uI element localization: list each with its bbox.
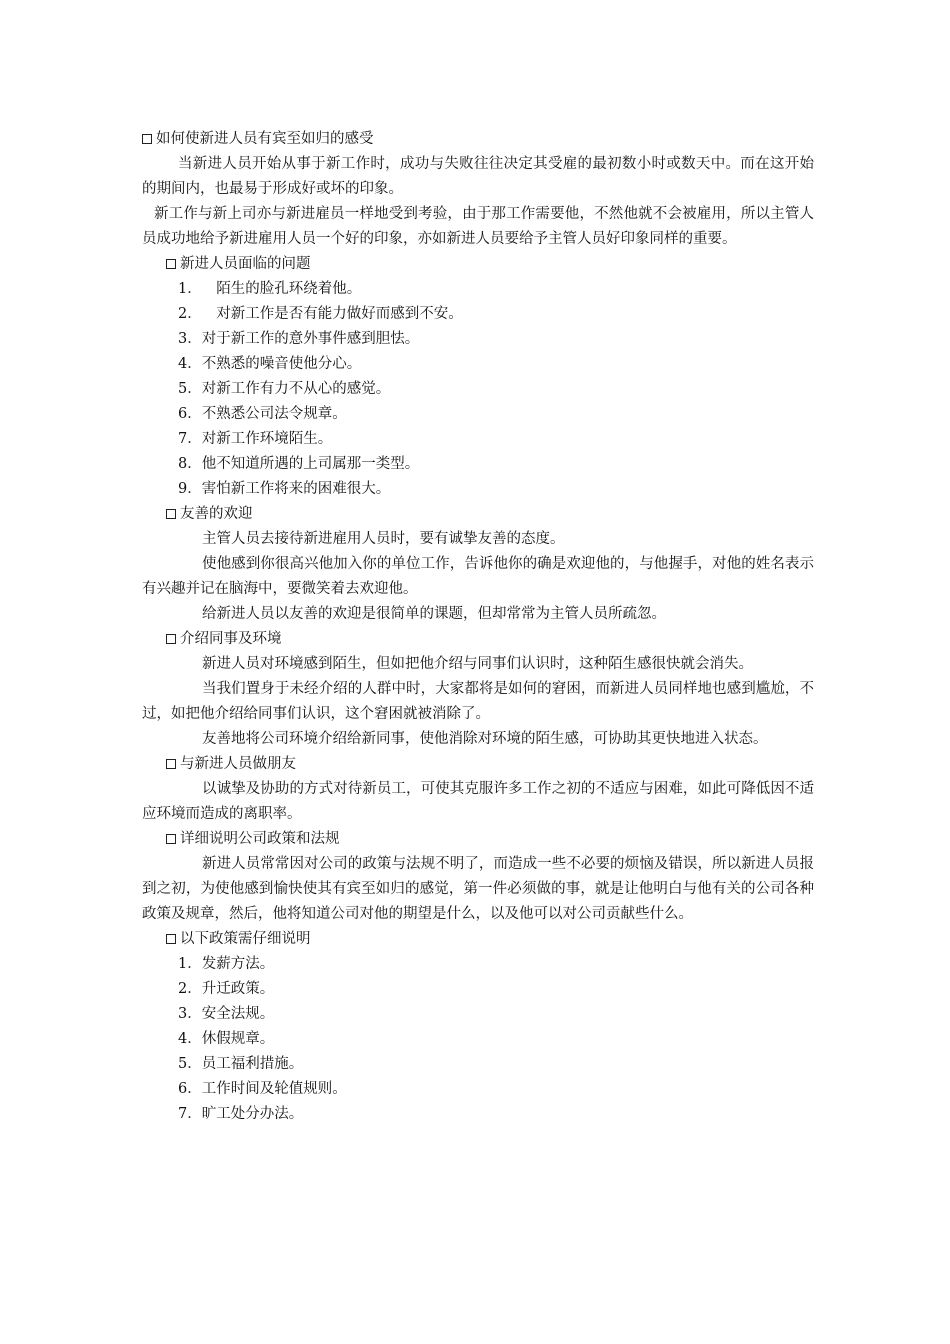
list-item: 3．安全法规。 [178, 1006, 275, 1022]
list-item: 8．他不知道所遇的上司属那一类型。 [178, 456, 420, 472]
list-item: 7．对新工作环境陌生。 [178, 431, 333, 447]
list-item: 5．对新工作有力不从心的感觉。 [178, 381, 391, 397]
introduce-paragraph-2: 当我们置身于未经介绍的人群中时，大家都将是如何的窘困，而新进人员同样地也感到尴尬，不过，如把他介绍给同事们认识，这个窘困就被消除了。 [142, 681, 814, 722]
document-page [142, 127, 814, 1127]
list-item: 2． 对新工作是否有能力做好而感到不安。 [178, 306, 463, 322]
list-item: 4．不熟悉的噪音使他分心。 [178, 356, 362, 372]
section-heading-welcome: 友善的欢迎 [142, 502, 814, 527]
welcome-paragraph-3: 给新进人员以友善的欢迎是很简单的课题，但却常常为主管人员所疏忽。 [202, 606, 666, 622]
checkbox-square-icon [166, 259, 176, 269]
welcome-paragraph-2: 使他感到你很高兴他加入你的单位工作，告诉他你的确是欢迎他的，与他握手，对他的姓名表示有兴趣并记在脑海中，要微笑着去欢迎他。 [142, 556, 814, 597]
list-item: 6．不熟悉公司法令规章。 [178, 406, 347, 422]
list-item: 9．害怕新工作将来的困难很大。 [178, 481, 391, 497]
list-item: 3．对于新工作的意外事件感到胆怯。 [178, 331, 420, 347]
section-heading-friend: 与新进人员做朋友 [142, 752, 814, 777]
list-item: 4．休假规章。 [178, 1031, 275, 1047]
section-heading-policy-list: 以下政策需仔细说明 [142, 927, 814, 952]
list-item: 2．升迁政策。 [178, 981, 275, 997]
checkbox-square-icon [166, 759, 176, 769]
policies-list [142, 952, 814, 1127]
problems-list [142, 277, 814, 502]
intro-paragraph-1: 当新进人员开始从事于新工作时，成功与失败往往决定其受雇的最初数小时或数天中。而在这开始的期间内，也最易于形成好或坏的印象。 [142, 156, 814, 197]
policy-paragraph-1: 新进人员常常因对公司的政策与法规不明了，而造成一些不必要的烦恼及错误，所以新进人员报到之初，为使他感到愉快使其有宾至如归的感觉，第一件必须做的事，就是让他明白与他有关的公司各种政策及规章，然后，他将知道公司对他的期望是什么，以及他可以对公司贡献些什么。 [142, 856, 814, 922]
welcome-paragraph-1: 主管人员去接待新进雇用人员时，要有诚挚友善的态度。 [202, 531, 565, 547]
checkbox-square-icon [166, 834, 176, 844]
intro-paragraph-2: 新工作与新上司亦与新进雇员一样地受到考验，由于那工作需要他，不然他就不会被雇用，所以主管人员成功地给予新进雇用人员一个好的印象，亦如新进人员要给予主管人员好印象同样的重要。 [142, 206, 814, 247]
introduce-paragraph-1: 新进人员对环境感到陌生，但如把他介绍与同事们认识时，这种陌生感很快就会消失。 [202, 656, 753, 672]
list-item: 1． 陌生的脸孔环绕着他。 [178, 281, 362, 297]
document-title: 如何使新进人员有宾至如归的感受 [142, 127, 814, 152]
friend-paragraph-1: 以诚挚及协助的方式对待新员工，可使其克服许多工作之初的不适应与困难，如此可降低因不适应环境而造成的离职率。 [142, 781, 814, 822]
list-item: 5．员工福利措施。 [178, 1056, 304, 1072]
section-heading-introduce: 介绍同事及环境 [142, 627, 814, 652]
checkbox-square-icon [142, 134, 152, 144]
list-item: 7．旷工处分办法。 [178, 1106, 304, 1122]
list-item: 1．发薪方法。 [178, 956, 275, 972]
checkbox-square-icon [166, 634, 176, 644]
section-heading-problems: 新进人员面临的问题 [142, 252, 814, 277]
checkbox-square-icon [166, 509, 176, 519]
section-heading-policy: 详细说明公司政策和法规 [142, 827, 814, 852]
introduce-paragraph-3: 友善地将公司环境介绍给新同事，使他消除对环境的陌生感，可协助其更快地进入状态。 [202, 731, 768, 747]
checkbox-square-icon [166, 934, 176, 944]
list-item: 6．工作时间及轮值规则。 [178, 1081, 347, 1097]
